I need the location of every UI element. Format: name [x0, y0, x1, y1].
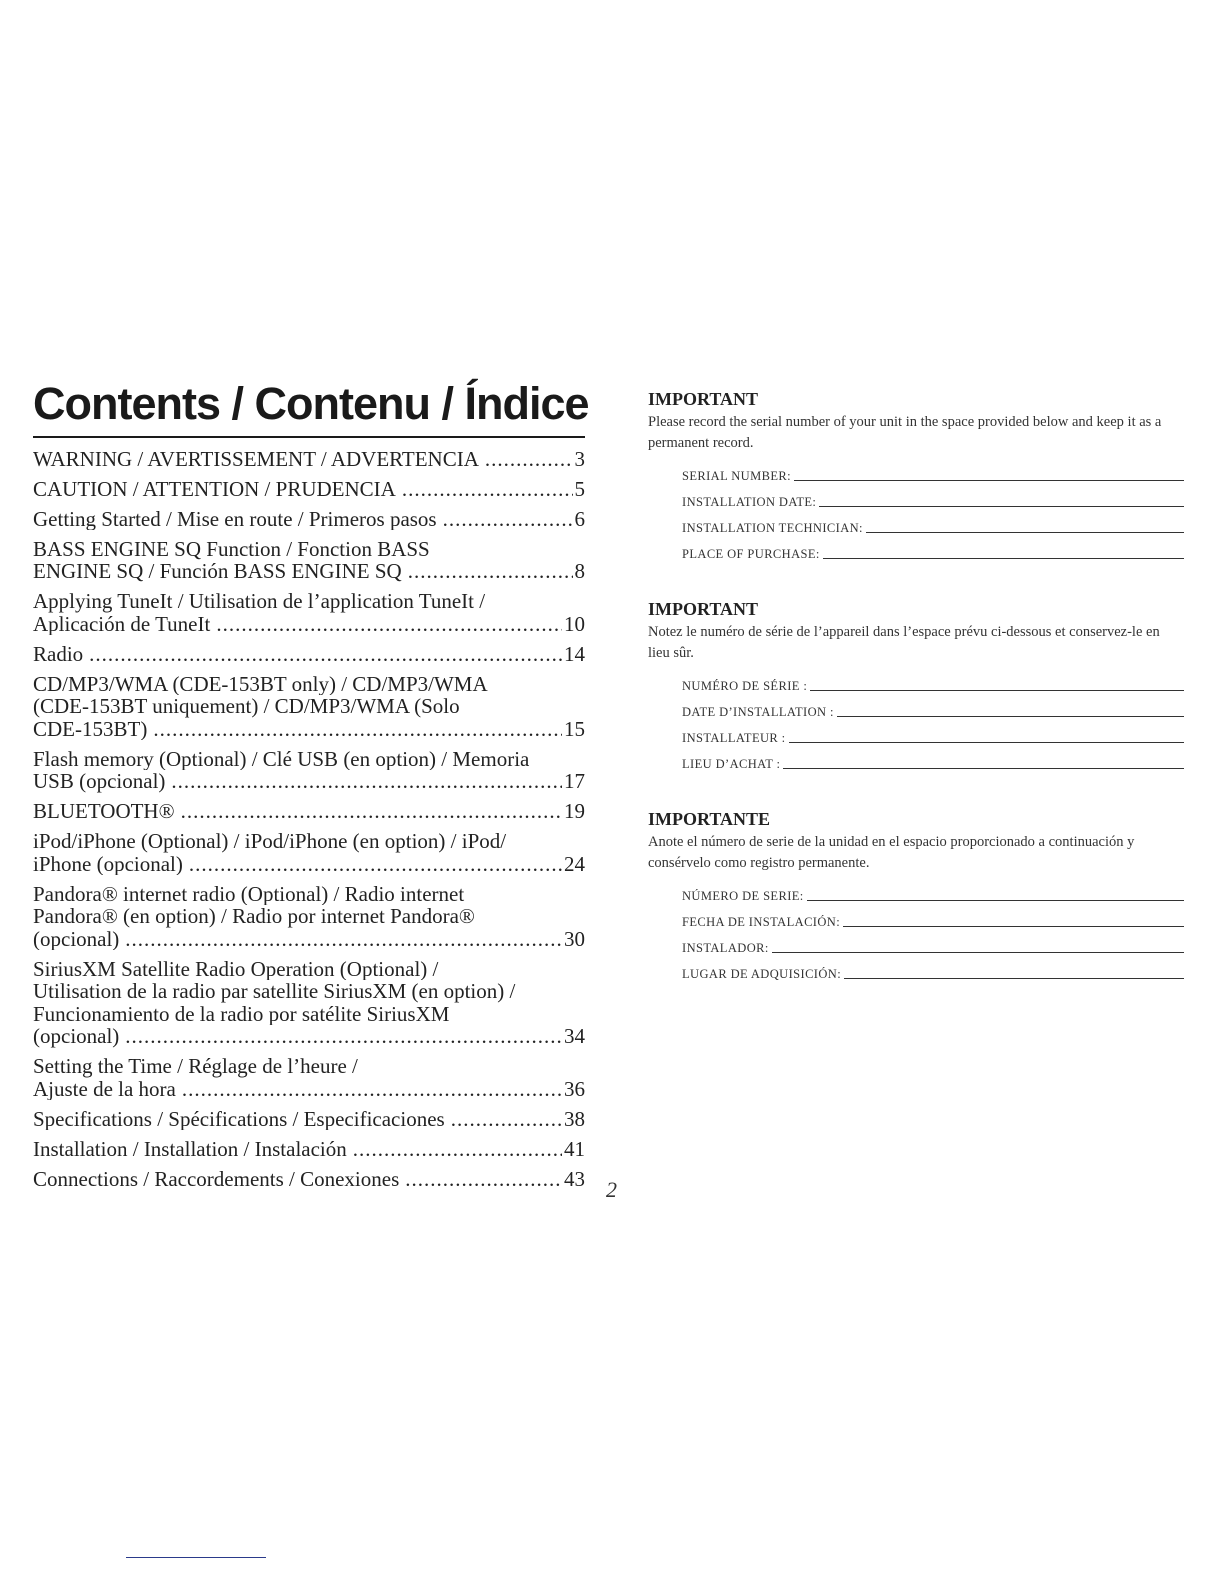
page-number: 2 — [606, 1177, 617, 1202]
toc-entry-text: Installation / Installation / Instalación — [33, 1137, 347, 1160]
section-title: IMPORTANT — [648, 389, 759, 409]
toc-entry-text: (opcional) — [33, 927, 120, 950]
toc-page-number: 34 — [564, 1025, 585, 1048]
blank-entry-line — [794, 480, 1184, 481]
toc-entry-final-line — [33, 853, 585, 876]
record-field — [682, 694, 1184, 720]
toc-entry — [33, 958, 585, 1048]
section-paragraph: Anote el número de serie de la unidad en el espacio proporcionado a continuación y consérvelo como registro permanente. — [648, 834, 1135, 871]
blank-entry-line — [807, 900, 1184, 901]
toc-entry-final-line — [33, 928, 585, 951]
dot-leader — [171, 770, 562, 793]
toc-page-number: 19 — [564, 800, 585, 823]
toc-entry-text: Pandora® (en option) / Radio por internet Pandora® — [33, 905, 475, 928]
toc-entry-text: WARNING / AVERTISSEMENT / ADVERTENCIA — [33, 447, 479, 470]
toc-entry — [33, 538, 585, 583]
field-label: NUMÉRO DE SÉRIE : — [682, 679, 808, 693]
toc-entry-text: Applying TuneIt / Utilisation de l’application TuneIt / — [33, 590, 486, 613]
toc-entry — [33, 1055, 585, 1100]
record-field — [682, 746, 1184, 772]
field-label: PLACE OF PURCHASE: — [682, 547, 820, 561]
field-label: LUGAR DE ADQUISICIÓN: — [682, 967, 842, 981]
record-field — [682, 510, 1184, 536]
toc-entry-text: Ajuste de la hora — [33, 1077, 176, 1100]
blank-entry-line — [843, 926, 1184, 927]
field-label: INSTALLATEUR : — [682, 731, 786, 745]
toc-entry-final-line — [33, 1108, 585, 1131]
toc-page-number: 17 — [564, 770, 585, 793]
blank-entry-line — [789, 742, 1184, 743]
toc-page-number: 14 — [564, 642, 585, 665]
important-section — [648, 598, 1184, 772]
toc-entry-final-line — [33, 1078, 585, 1101]
toc-entry — [33, 748, 585, 793]
toc-entry — [33, 590, 585, 635]
toc-entry — [33, 508, 585, 531]
toc-page-number: 15 — [564, 717, 585, 740]
toc-entry-text: Connections / Raccordements / Conexiones — [33, 1167, 400, 1190]
dot-leader — [408, 560, 573, 583]
dot-leader — [182, 1078, 562, 1101]
toc-page-number: 43 — [564, 1167, 585, 1190]
dot-leader — [443, 508, 573, 531]
toc-entry-text: CD/MP3/WMA (CDE-153BT only) / CD/MP3/WMA — [33, 672, 488, 695]
blank-entry-line — [844, 978, 1184, 979]
blank-entry-line — [866, 532, 1184, 533]
record-field — [682, 458, 1184, 484]
record-field — [682, 536, 1184, 562]
field-label: LIEU D’ACHAT : — [682, 757, 781, 771]
field-label: DATE D’INSTALLATION : — [682, 705, 834, 719]
toc-entry-text: (opcional) — [33, 1025, 120, 1048]
toc-page-number: 8 — [574, 560, 585, 583]
toc-entry-text: Getting Started / Mise en route / Primeros pasos — [33, 507, 437, 530]
toc-page-number: 3 — [574, 447, 585, 470]
toc-entry-final-line — [33, 1168, 585, 1191]
toc-entry-text: Specifications / Spécifications / Especificaciones — [33, 1107, 445, 1130]
blank-entry-line — [823, 558, 1184, 559]
contents-title: Contents / Contenu / Índice — [33, 378, 589, 429]
toc-entry-text: Flash memory (Optional) / Clé USB (en option) / Memoria — [33, 747, 530, 770]
dot-leader — [402, 478, 573, 501]
toc-entry-text: iPod/iPhone (Optional) / iPod/iPhone (en option) / iPod/ — [33, 830, 507, 853]
toc-entry-text: CAUTION / ATTENTION / PRUDENCIA — [33, 477, 396, 500]
field-label: FECHA DE INSTALACIÓN: — [682, 915, 841, 929]
dot-leader — [125, 928, 562, 951]
toc-entry-final-line — [33, 718, 585, 741]
serial-record-column — [648, 388, 1184, 1018]
dot-leader — [89, 643, 562, 666]
section-title: IMPORTANTE — [648, 809, 771, 829]
blank-entry-line — [810, 690, 1184, 691]
record-field — [682, 878, 1184, 904]
toc-entry-text: Utilisation de la radio par satellite SiriusXM (en option) / — [33, 980, 516, 1003]
blank-entry-line — [837, 716, 1184, 717]
important-section — [648, 808, 1184, 982]
record-field — [682, 904, 1184, 930]
dot-leader — [451, 1108, 562, 1131]
toc-entry — [33, 673, 585, 741]
field-label: INSTALLATION TECHNICIAN: — [682, 521, 863, 535]
toc-page-number: 24 — [564, 852, 585, 875]
toc-entry-text: iPhone (opcional) — [33, 852, 183, 875]
toc-entry-text: SiriusXM Satellite Radio Operation (Optional) / — [33, 957, 439, 980]
toc-entry-final-line — [33, 560, 585, 583]
field-label: INSTALLATION DATE: — [682, 495, 817, 509]
toc-page-number: 41 — [564, 1137, 585, 1160]
section-paragraph: Notez le numéro de série de l’appareil dans l’espace prévu ci-dessous et conservez-le en lieu sûr. — [648, 624, 1160, 661]
section-title: IMPORTANT — [648, 599, 759, 619]
toc-entry-final-line — [33, 770, 585, 793]
record-field — [682, 720, 1184, 746]
toc-entry-text: Aplicación de TuneIt — [33, 612, 211, 635]
field-label: INSTALADOR: — [682, 941, 769, 955]
toc-page-number: 10 — [564, 612, 585, 635]
dot-leader — [125, 1025, 562, 1048]
toc-entry-text: BLUETOOTH® — [33, 800, 175, 823]
toc-entry — [33, 830, 585, 875]
toc-entry-text: USB (opcional) — [33, 770, 166, 793]
field-label: NÚMERO DE SERIE: — [682, 889, 804, 903]
table-of-contents — [33, 440, 585, 1190]
record-field — [682, 668, 1184, 694]
dot-leader — [189, 853, 562, 876]
field-label: SERIAL NUMBER: — [682, 469, 791, 483]
toc-entry-text: Funcionamiento de la radio por satélite SiriusXM — [33, 1002, 450, 1025]
toc-entry-final-line — [33, 1025, 585, 1048]
toc-page-number: 30 — [564, 927, 585, 950]
toc-entry-text: CDE-153BT) — [33, 717, 148, 740]
blank-entry-line — [819, 506, 1184, 507]
blank-entry-line — [783, 768, 1184, 769]
section-paragraph: Please record the serial number of your unit in the space provided below and keep it as a permanent record. — [648, 414, 1162, 451]
toc-entry — [33, 478, 585, 501]
toc-entry-text: Setting the Time / Réglage de l’heure / — [33, 1055, 358, 1078]
dot-leader — [181, 800, 562, 823]
record-field — [682, 930, 1184, 956]
dot-leader — [216, 613, 562, 636]
toc-entry — [33, 800, 585, 823]
toc-entry — [33, 448, 585, 471]
toc-entry-text: (CDE-153BT uniquement) / CD/MP3/WMA (Solo — [33, 695, 460, 718]
toc-entry-final-line — [33, 800, 585, 823]
toc-entry-final-line — [33, 1138, 585, 1161]
title-underline — [33, 436, 585, 438]
toc-entry-final-line — [33, 643, 585, 666]
toc-entry-final-line — [33, 448, 585, 471]
dot-leader — [405, 1168, 562, 1191]
toc-entry — [33, 1138, 585, 1161]
toc-entry-final-line — [33, 613, 585, 636]
toc-page-number: 5 — [574, 477, 585, 500]
toc-entry — [33, 1168, 585, 1191]
blank-entry-line — [772, 952, 1184, 953]
toc-entry-final-line — [33, 508, 585, 531]
footer-rule — [126, 1557, 266, 1558]
toc-entry-final-line — [33, 478, 585, 501]
dot-leader — [153, 718, 562, 741]
dot-leader — [485, 448, 573, 471]
toc-entry-text: ENGINE SQ / Función BASS ENGINE SQ — [33, 560, 402, 583]
record-field — [682, 484, 1184, 510]
toc-entry-text: BASS ENGINE SQ Function / Fonction BASS — [33, 537, 430, 560]
toc-page-number: 38 — [564, 1107, 585, 1130]
important-section — [648, 388, 1184, 562]
toc-entry — [33, 1108, 585, 1131]
toc-page-number: 36 — [564, 1077, 585, 1100]
dot-leader — [353, 1138, 562, 1161]
toc-entry — [33, 883, 585, 951]
toc-page-number: 6 — [574, 507, 585, 530]
toc-entry-text: Pandora® internet radio (Optional) / Radio internet — [33, 882, 465, 905]
toc-entry — [33, 643, 585, 666]
toc-entry-text: Radio — [33, 642, 84, 665]
record-field — [682, 956, 1184, 982]
